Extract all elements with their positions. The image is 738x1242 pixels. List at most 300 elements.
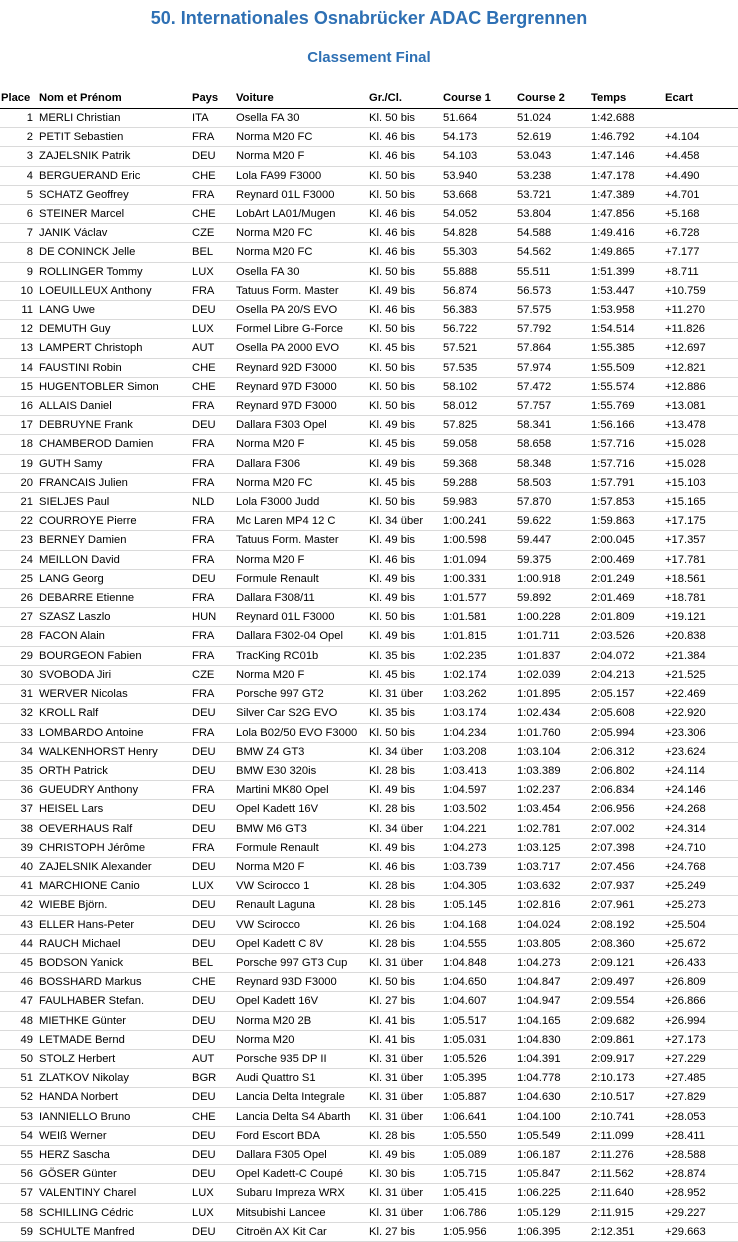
car-cell: Reynard 01L F3000: [234, 185, 367, 204]
time-cell: 2:03.526: [589, 627, 663, 646]
run2-cell: 1:04.100: [515, 1107, 589, 1126]
gap-cell: +18.781: [663, 589, 738, 608]
name-cell: DEBARRE Etienne: [37, 589, 190, 608]
run2-cell: 54.588: [515, 224, 589, 243]
class-cell: Kl. 50 bis: [367, 185, 441, 204]
place-cell: 53: [0, 1107, 37, 1126]
place-cell: 1: [0, 109, 37, 128]
name-cell: VALENTINY Charel: [37, 1184, 190, 1203]
car-cell: Norma M20 F: [234, 147, 367, 166]
country-cell: DEU: [190, 1126, 234, 1145]
time-cell: 2:09.861: [589, 1030, 663, 1049]
name-cell: RAUCH Michael: [37, 934, 190, 953]
class-cell: Kl. 50 bis: [367, 109, 441, 128]
time-cell: 2:11.562: [589, 1165, 663, 1184]
run1-cell: 57.521: [441, 339, 515, 358]
place-cell: 2: [0, 128, 37, 147]
class-cell: Kl. 50 bis: [367, 973, 441, 992]
country-cell: CHE: [190, 166, 234, 185]
run1-cell: 1:01.815: [441, 627, 515, 646]
run1-cell: 1:05.887: [441, 1088, 515, 1107]
place-cell: 9: [0, 262, 37, 281]
name-cell: ZAJELSNIK Patrik: [37, 147, 190, 166]
place-cell: 14: [0, 358, 37, 377]
time-cell: 1:57.791: [589, 473, 663, 492]
time-cell: 1:47.389: [589, 185, 663, 204]
car-cell: BMW Z4 GT3: [234, 742, 367, 761]
run2-cell: 53.238: [515, 166, 589, 185]
run2-cell: 1:01.837: [515, 646, 589, 665]
name-cell: HANDA Norbert: [37, 1088, 190, 1107]
run2-cell: 1:03.389: [515, 761, 589, 780]
place-cell: 19: [0, 454, 37, 473]
gap-cell: +26.433: [663, 953, 738, 972]
gap-cell: +25.504: [663, 915, 738, 934]
time-cell: 1:49.416: [589, 224, 663, 243]
country-cell: NLD: [190, 493, 234, 512]
country-cell: FRA: [190, 531, 234, 550]
time-cell: 1:57.716: [589, 435, 663, 454]
time-cell: 1:54.514: [589, 320, 663, 339]
run1-cell: 1:04.221: [441, 819, 515, 838]
gap-cell: +15.028: [663, 454, 738, 473]
name-cell: MIETHKE Günter: [37, 1011, 190, 1030]
car-cell: VW Scirocco: [234, 915, 367, 934]
run2-cell: 58.348: [515, 454, 589, 473]
place-cell: 35: [0, 761, 37, 780]
car-cell: Norma M20: [234, 1030, 367, 1049]
time-cell: 2:09.497: [589, 973, 663, 992]
place-cell: 42: [0, 896, 37, 915]
country-cell: DEU: [190, 1165, 234, 1184]
gap-cell: +28.411: [663, 1126, 738, 1145]
car-cell: Porsche 997 GT2: [234, 685, 367, 704]
gap-cell: +17.175: [663, 512, 738, 531]
time-cell: 2:05.608: [589, 704, 663, 723]
car-cell: Reynard 97D F3000: [234, 397, 367, 416]
place-cell: 37: [0, 800, 37, 819]
name-cell: SIELJES Paul: [37, 493, 190, 512]
run1-cell: 1:06.641: [441, 1107, 515, 1126]
table-row: [0, 147, 738, 166]
class-cell: Kl. 35 bis: [367, 704, 441, 723]
country-cell: DEU: [190, 819, 234, 838]
car-cell: Citroën AX Kit Car: [234, 1222, 367, 1241]
table-row: [0, 205, 738, 224]
run2-cell: 1:06.395: [515, 1222, 589, 1241]
table-row: [0, 800, 738, 819]
run1-cell: 53.668: [441, 185, 515, 204]
place-cell: 25: [0, 569, 37, 588]
class-cell: Kl. 45 bis: [367, 435, 441, 454]
place-cell: 40: [0, 857, 37, 876]
name-cell: LAMPERT Christoph: [37, 339, 190, 358]
gap-cell: +27.229: [663, 1049, 738, 1068]
name-cell: DEBRUYNE Frank: [37, 416, 190, 435]
run1-cell: 1:04.168: [441, 915, 515, 934]
country-cell: BEL: [190, 953, 234, 972]
place-cell: 36: [0, 781, 37, 800]
run2-cell: 1:03.125: [515, 838, 589, 857]
class-cell: Kl. 49 bis: [367, 589, 441, 608]
table-row: [0, 1069, 738, 1088]
car-cell: Lola F3000 Judd: [234, 493, 367, 512]
table-row: [0, 531, 738, 550]
class-cell: Kl. 49 bis: [367, 416, 441, 435]
time-cell: 2:05.157: [589, 685, 663, 704]
page-title: 50. Internationales Osnabrücker ADAC Bergrennen: [150, 8, 588, 28]
run1-cell: 1:04.607: [441, 992, 515, 1011]
time-cell: 1:53.447: [589, 281, 663, 300]
table-row: [0, 915, 738, 934]
place-cell: 10: [0, 281, 37, 300]
time-cell: 2:04.213: [589, 665, 663, 684]
run1-cell: 1:04.234: [441, 723, 515, 742]
run1-cell: 59.058: [441, 435, 515, 454]
run1-cell: 1:05.395: [441, 1069, 515, 1088]
gap-cell: +28.588: [663, 1145, 738, 1164]
table-row: [0, 320, 738, 339]
country-cell: BGR: [190, 1069, 234, 1088]
table-row: [0, 493, 738, 512]
column-header-run1: Course 1: [441, 89, 515, 109]
place-cell: 20: [0, 473, 37, 492]
name-cell: ZAJELSNIK Alexander: [37, 857, 190, 876]
table-row: [0, 761, 738, 780]
table-row: [0, 1088, 738, 1107]
place-cell: 4: [0, 166, 37, 185]
name-cell: MEILLON David: [37, 550, 190, 569]
run1-cell: 55.303: [441, 243, 515, 262]
class-cell: Kl. 50 bis: [367, 358, 441, 377]
table-row: [0, 704, 738, 723]
gap-cell: +21.384: [663, 646, 738, 665]
table-row: [0, 262, 738, 281]
gap-cell: +15.028: [663, 435, 738, 454]
car-cell: Renault Laguna: [234, 896, 367, 915]
car-cell: Norma M20 2B: [234, 1011, 367, 1030]
country-cell: BEL: [190, 243, 234, 262]
run2-cell: 59.447: [515, 531, 589, 550]
class-cell: Kl. 50 bis: [367, 262, 441, 281]
name-cell: GUTH Samy: [37, 454, 190, 473]
class-cell: Kl. 49 bis: [367, 531, 441, 550]
table-row: [0, 992, 738, 1011]
car-cell: Porsche 997 GT3 Cup: [234, 953, 367, 972]
table-row: [0, 128, 738, 147]
place-cell: 6: [0, 205, 37, 224]
gap-cell: +7.177: [663, 243, 738, 262]
country-cell: DEU: [190, 1222, 234, 1241]
place-cell: 13: [0, 339, 37, 358]
run1-cell: 55.888: [441, 262, 515, 281]
run1-cell: 1:05.145: [441, 896, 515, 915]
class-cell: Kl. 28 bis: [367, 800, 441, 819]
place-cell: 57: [0, 1184, 37, 1203]
name-cell: PETIT Sebastien: [37, 128, 190, 147]
time-cell: 2:11.276: [589, 1145, 663, 1164]
name-cell: OEVERHAUS Ralf: [37, 819, 190, 838]
name-cell: KROLL Ralf: [37, 704, 190, 723]
class-cell: Kl. 31 über: [367, 1184, 441, 1203]
country-cell: FRA: [190, 512, 234, 531]
class-cell: Kl. 41 bis: [367, 1030, 441, 1049]
run2-cell: 1:04.630: [515, 1088, 589, 1107]
name-cell: STEINER Marcel: [37, 205, 190, 224]
table-row: [0, 1203, 738, 1222]
name-cell: LOEUILLEUX Anthony: [37, 281, 190, 300]
class-cell: Kl. 46 bis: [367, 205, 441, 224]
time-cell: 2:07.937: [589, 877, 663, 896]
place-cell: 23: [0, 531, 37, 550]
table-row: [0, 685, 738, 704]
run1-cell: 1:03.502: [441, 800, 515, 819]
gap-cell: +15.103: [663, 473, 738, 492]
table-row: [0, 973, 738, 992]
run2-cell: 1:02.039: [515, 665, 589, 684]
time-cell: 2:07.961: [589, 896, 663, 915]
car-cell: Opel Kadett C 8V: [234, 934, 367, 953]
run1-cell: 58.102: [441, 377, 515, 396]
run2-cell: 57.870: [515, 493, 589, 512]
run1-cell: 54.828: [441, 224, 515, 243]
table-row: [0, 608, 738, 627]
name-cell: BERNEY Damien: [37, 531, 190, 550]
table-row: [0, 646, 738, 665]
car-cell: Lola FA99 F3000: [234, 166, 367, 185]
run1-cell: 1:05.415: [441, 1184, 515, 1203]
table-row: [0, 339, 738, 358]
place-cell: 8: [0, 243, 37, 262]
table-row: [0, 185, 738, 204]
car-cell: Silver Car S2G EVO: [234, 704, 367, 723]
place-cell: 12: [0, 320, 37, 339]
run1-cell: 1:02.235: [441, 646, 515, 665]
name-cell: DEMUTH Guy: [37, 320, 190, 339]
time-cell: 2:12.351: [589, 1222, 663, 1241]
run1-cell: 1:05.031: [441, 1030, 515, 1049]
car-cell: Norma M20 F: [234, 550, 367, 569]
class-cell: Kl. 46 bis: [367, 550, 441, 569]
run2-cell: 1:06.225: [515, 1184, 589, 1203]
name-cell: ALLAIS Daniel: [37, 397, 190, 416]
time-cell: 1:57.716: [589, 454, 663, 473]
gap-cell: +21.525: [663, 665, 738, 684]
name-cell: SVOBODA Jiri: [37, 665, 190, 684]
country-cell: DEU: [190, 301, 234, 320]
place-cell: 43: [0, 915, 37, 934]
place-cell: 56: [0, 1165, 37, 1184]
class-cell: Kl. 31 über: [367, 1203, 441, 1222]
place-cell: 7: [0, 224, 37, 243]
table-row: [0, 301, 738, 320]
table-row: [0, 723, 738, 742]
gap-cell: +28.874: [663, 1165, 738, 1184]
name-cell: BERGUERAND Eric: [37, 166, 190, 185]
car-cell: Osella PA 2000 EVO: [234, 339, 367, 358]
run2-cell: 1:04.391: [515, 1049, 589, 1068]
class-cell: Kl. 49 bis: [367, 569, 441, 588]
run1-cell: 1:00.331: [441, 569, 515, 588]
name-cell: HERZ Sascha: [37, 1145, 190, 1164]
table-row: [0, 877, 738, 896]
car-cell: Dallara F302-04 Opel: [234, 627, 367, 646]
run2-cell: 1:04.273: [515, 953, 589, 972]
run1-cell: 1:05.517: [441, 1011, 515, 1030]
place-cell: 5: [0, 185, 37, 204]
country-cell: FRA: [190, 185, 234, 204]
table-row: [0, 550, 738, 569]
country-cell: DEU: [190, 742, 234, 761]
column-header-class: Gr./Cl.: [367, 89, 441, 109]
time-cell: 2:06.802: [589, 761, 663, 780]
table-row: [0, 1184, 738, 1203]
time-cell: 2:08.360: [589, 934, 663, 953]
column-header-place: Place: [0, 89, 37, 109]
column-header-gap: Ecart: [663, 89, 738, 109]
table-row: [0, 1030, 738, 1049]
time-cell: 1:55.509: [589, 358, 663, 377]
place-cell: 55: [0, 1145, 37, 1164]
run2-cell: 1:04.847: [515, 973, 589, 992]
car-cell: Tatuus Form. Master: [234, 281, 367, 300]
gap-cell: +17.781: [663, 550, 738, 569]
country-cell: CHE: [190, 205, 234, 224]
class-cell: Kl. 49 bis: [367, 454, 441, 473]
table-row: [0, 512, 738, 531]
run2-cell: 1:03.454: [515, 800, 589, 819]
country-cell: FRA: [190, 589, 234, 608]
gap-cell: +18.561: [663, 569, 738, 588]
name-cell: ELLER Hans-Peter: [37, 915, 190, 934]
table-row: [0, 819, 738, 838]
country-cell: FRA: [190, 781, 234, 800]
country-cell: DEU: [190, 992, 234, 1011]
place-cell: 32: [0, 704, 37, 723]
gap-cell: +13.081: [663, 397, 738, 416]
name-cell: IANNIELLO Bruno: [37, 1107, 190, 1126]
name-cell: BOSSHARD Markus: [37, 973, 190, 992]
country-cell: DEU: [190, 569, 234, 588]
car-cell: Norma M20 FC: [234, 224, 367, 243]
class-cell: Kl. 34 über: [367, 742, 441, 761]
country-cell: FRA: [190, 685, 234, 704]
run2-cell: 53.804: [515, 205, 589, 224]
class-cell: Kl. 28 bis: [367, 877, 441, 896]
place-cell: 27: [0, 608, 37, 627]
country-cell: DEU: [190, 1088, 234, 1107]
gap-cell: +22.469: [663, 685, 738, 704]
car-cell: VW Scirocco 1: [234, 877, 367, 896]
time-cell: 1:46.792: [589, 128, 663, 147]
country-cell: LUX: [190, 1184, 234, 1203]
country-cell: FRA: [190, 397, 234, 416]
gap-cell: +11.270: [663, 301, 738, 320]
gap-cell: +8.711: [663, 262, 738, 281]
car-cell: Mitsubishi Lancee: [234, 1203, 367, 1222]
place-cell: 17: [0, 416, 37, 435]
name-cell: ORTH Patrick: [37, 761, 190, 780]
class-cell: Kl. 46 bis: [367, 301, 441, 320]
country-cell: DEU: [190, 857, 234, 876]
place-cell: 54: [0, 1126, 37, 1145]
place-cell: 38: [0, 819, 37, 838]
run1-cell: 1:01.577: [441, 589, 515, 608]
run2-cell: 1:00.228: [515, 608, 589, 627]
place-cell: 22: [0, 512, 37, 531]
run1-cell: 59.368: [441, 454, 515, 473]
country-cell: DEU: [190, 416, 234, 435]
time-cell: 2:01.469: [589, 589, 663, 608]
name-cell: BODSON Yanick: [37, 953, 190, 972]
table-row: [0, 838, 738, 857]
run2-cell: 1:02.816: [515, 896, 589, 915]
car-cell: Formule Renault: [234, 569, 367, 588]
time-cell: 1:59.863: [589, 512, 663, 531]
name-cell: SCHILLING Cédric: [37, 1203, 190, 1222]
run2-cell: 57.864: [515, 339, 589, 358]
run1-cell: 1:03.413: [441, 761, 515, 780]
run2-cell: 57.575: [515, 301, 589, 320]
run2-cell: 59.622: [515, 512, 589, 531]
table-row: [0, 1049, 738, 1068]
car-cell: Formule Renault: [234, 838, 367, 857]
gap-cell: +10.759: [663, 281, 738, 300]
place-cell: 52: [0, 1088, 37, 1107]
table-row: [0, 857, 738, 876]
country-cell: DEU: [190, 934, 234, 953]
table-row: [0, 1165, 738, 1184]
car-cell: Lola B02/50 EVO F3000: [234, 723, 367, 742]
gap-cell: +23.624: [663, 742, 738, 761]
class-cell: Kl. 49 bis: [367, 781, 441, 800]
table-row: [0, 109, 738, 128]
gap-cell: +25.672: [663, 934, 738, 953]
run2-cell: 1:03.805: [515, 934, 589, 953]
name-cell: HEISEL Lars: [37, 800, 190, 819]
time-cell: 1:55.574: [589, 377, 663, 396]
country-cell: LUX: [190, 1203, 234, 1222]
table-row: [0, 166, 738, 185]
run2-cell: 52.619: [515, 128, 589, 147]
gap-cell: +25.249: [663, 877, 738, 896]
run2-cell: 1:00.918: [515, 569, 589, 588]
car-cell: Subaru Impreza WRX: [234, 1184, 367, 1203]
country-cell: FRA: [190, 473, 234, 492]
country-cell: DEU: [190, 1011, 234, 1030]
gap-cell: +24.314: [663, 819, 738, 838]
class-cell: Kl. 45 bis: [367, 665, 441, 684]
time-cell: 1:47.178: [589, 166, 663, 185]
gap-cell: +26.866: [663, 992, 738, 1011]
time-cell: 2:10.173: [589, 1069, 663, 1088]
class-cell: Kl. 30 bis: [367, 1165, 441, 1184]
run1-cell: 56.722: [441, 320, 515, 339]
gap-cell: +27.485: [663, 1069, 738, 1088]
table-row: [0, 742, 738, 761]
gap-cell: +4.490: [663, 166, 738, 185]
gap-cell: +28.053: [663, 1107, 738, 1126]
run1-cell: 54.103: [441, 147, 515, 166]
car-cell: Lancia Delta Integrale: [234, 1088, 367, 1107]
country-cell: FRA: [190, 646, 234, 665]
run1-cell: 1:01.094: [441, 550, 515, 569]
car-cell: Norma M20 F: [234, 435, 367, 454]
class-cell: Kl. 46 bis: [367, 857, 441, 876]
time-cell: 2:10.741: [589, 1107, 663, 1126]
country-cell: FRA: [190, 723, 234, 742]
car-cell: Opel Kadett-C Coupé: [234, 1165, 367, 1184]
